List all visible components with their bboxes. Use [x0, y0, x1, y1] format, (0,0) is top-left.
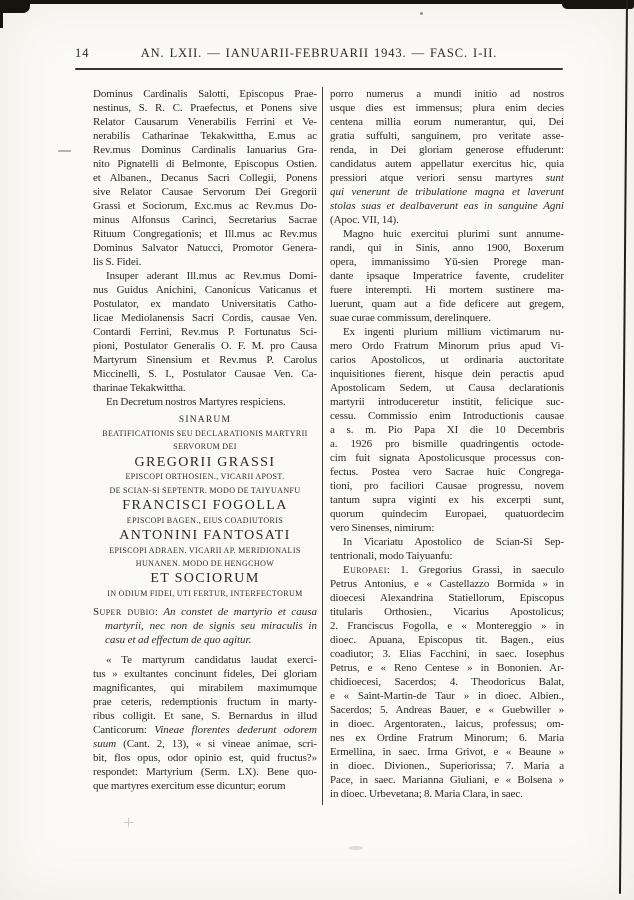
text-line: inquisitiones fierent, hisque dein peractis apud — [330, 368, 564, 380]
text-line: cim fuit signata Apostolicusque processus con- — [330, 452, 564, 464]
text-line: lis S. Fidei. — [93, 256, 142, 268]
text-line: martyrii introduceretur institit, felicique suc- — [330, 396, 564, 408]
heading-line: HUNANEN. MODO DE HENGCHOW — [135, 558, 275, 568]
text-line: a. 1926 pro bismille quadringentis octode- — [330, 438, 564, 450]
text-line: usque dies est immensus; plura enim decies — [330, 102, 564, 114]
text-line: sive Relator Causae Servorum Dei Gregorii — [93, 186, 317, 198]
text-line: magnificantes, qui mirabilem maximumque — [93, 682, 317, 695]
text-line: Petrus, e « Reno Centese » in Bononien. Ar- — [330, 662, 564, 674]
paragraph — [93, 653, 317, 793]
text-line: « Te martyrum candidatus laudat exerci- — [106, 654, 317, 667]
text-line: carios Apostolicos, ut ordinaria auctoritate — [330, 354, 564, 366]
heading-line: EPISCOPI ORTHOSIEN., VICARII APOST. — [125, 472, 285, 482]
text-line: Grassi et Sociorum, Exc.mus ac Rev.mus Do- — [93, 200, 317, 212]
text-line: nito Pignatelli di Belmonte, Episcopus Ostien. — [93, 158, 317, 170]
text-line: Dominus Cardinalis Salotti, Episcopus Prae- — [93, 88, 317, 100]
text-line: ribus colligit. Et sane, S. Bernardus in illud — [93, 710, 317, 723]
text-line: In Vicariatu Apostolico de Scian-Si Sep- — [343, 536, 564, 548]
paragraph — [330, 325, 564, 535]
text-line: Super dubio: An constet de martyrio et causa — [93, 606, 317, 619]
text-line: Ermellina, in saec. Irma Grivot, e « Beaune » — [330, 746, 564, 758]
text-line: qui venerunt de tribulatione magna et laverunt — [330, 186, 564, 198]
heading-line: FRANCISCI FOGOLLA — [122, 497, 288, 513]
paragraph — [330, 227, 564, 325]
text-line: Petrus Antonius, e « Castellazzo Bormida » in — [330, 578, 564, 590]
heading-line: EPISCOPI BAGEN., EIUS COADIUTORIS — [126, 515, 284, 525]
text-line: et Albanen., Decanus Sacri Collegii, Ponens — [93, 172, 317, 184]
text-line: mero Ordo Fratrum Minorum prius apud Vi- — [330, 340, 564, 352]
text-line: tentrionali, modo Taiyuanfu: — [330, 550, 453, 562]
text-line: nerabilis Catharinae Tekakwittha, E.mus ac — [93, 130, 317, 142]
text-line: renda, in Dei gloriam generose effuderunt: — [330, 144, 564, 156]
text-line: suum (Cant. 2, 13), « si vineae animae, scri- — [93, 738, 317, 751]
text-line: En Decretum nostros Martyres respiciens. — [106, 396, 286, 408]
scan-edge-right — [619, 0, 628, 894]
paragraph — [93, 395, 317, 409]
text-line: Europaei: 1. Gregorius Grassi, in saeculo — [343, 564, 564, 576]
text-line: Contardi Ferrini, Rev.mus P. Fortunatus Sci- — [93, 326, 317, 338]
text-line: bit, flos opus, odor opinio est, quid fructus?» — [93, 752, 317, 765]
text-line: in dioec. Argentoraten., laicus, professus; om- — [330, 718, 564, 730]
text-line: luerunt, quam aut a fide deficere aut gregem, — [330, 298, 564, 310]
text-line: porro numerus a mundi initio ad nostros — [330, 88, 564, 100]
text-line: licae Mediolanensis Sacri Cordis, causae Ven. — [93, 312, 317, 324]
text-line: prae ceteris, redemptionis fructum in marty- — [93, 696, 317, 709]
text-line: a s. m. Pio Papa XI die 10 Decembris — [330, 424, 564, 436]
text-line: tus » exultantes concinunt fideles, Dei gloriam — [93, 668, 317, 681]
right-column — [330, 87, 564, 801]
text-line: tantum supra viginti ex his excerpti sunt, — [330, 494, 564, 506]
text-line: Pace, in saec. Marianna Giuliani, e « Bolsena » — [330, 774, 564, 786]
heading-line: ET SOCIORUM — [150, 571, 260, 586]
text-line: centena millia eorum numerantur, qui, Dei — [330, 116, 564, 128]
text-line: martyrii, nec non de signis seu miraculis in — [105, 620, 317, 633]
text-line: Postulator, ex mandato Universitatis Catho- — [93, 298, 317, 310]
text-line: suae curae commissum, derelinquere. — [330, 312, 491, 324]
text-line: vero Sinenses, nimirum: — [330, 522, 435, 534]
text-line: dioec. Apuana, Episcopus tit. Bagen., eius — [330, 634, 564, 646]
paragraph — [93, 605, 317, 647]
text-line: Rev.mus Dominus Cardinalis Ianuarius Gra- — [93, 144, 317, 156]
scan-border-left — [0, 0, 3, 28]
heading-line: DE SCIAN-SI SEPTENTR. MODO DE TAIYUANFU — [109, 485, 301, 495]
text-line: tioni, pro faciliori Causae progressu, novem — [330, 480, 564, 492]
text-line: (Apoc. VII, 14). — [330, 214, 399, 226]
text-line: opera, immanissimo Yū-sien Prorege man- — [330, 256, 564, 268]
text-line: pressiori atque veriori sensu martyres sunt — [330, 172, 564, 184]
text-line: cessu. Commissio enim Introductionis causae — [330, 410, 564, 422]
paragraph — [93, 269, 317, 395]
text-line: que martyres exercitum esse dicuntur; eorum — [93, 780, 286, 793]
paragraph — [93, 87, 317, 269]
column-divider — [322, 87, 323, 805]
running-header — [75, 46, 563, 64]
text-line: fuere interempti. Hi mortem sustinere ma- — [330, 284, 564, 296]
text-line: in dioec. Divionen., Superiorissa; 7. Maria a — [330, 760, 564, 772]
header-rule — [75, 68, 563, 70]
text-line: Insuper aderant Ill.mus ac Rev.mus Domi- — [106, 270, 317, 282]
text-line: Canticorum: Vineae florentes dederunt odorem — [93, 724, 317, 737]
text-line: dioecesi Alexandrina Statiellorum, Episcopus — [330, 592, 564, 604]
heading-line: SERVORUM DEI — [173, 442, 237, 452]
text-line: Apostolicam Sedem, ut Causa declarationis — [330, 382, 564, 394]
text-line: titularis Orthosien., Vicarius Apostolicus; — [330, 606, 564, 618]
text-line: nestinus, S. R. C. Praefectus, et Ponens sive — [93, 102, 317, 114]
text-line: candidatus autem appellatur exercitus hic, quia — [330, 158, 564, 170]
text-line: 2. Franciscus Fogolla, e « Montereggio » in — [330, 620, 564, 632]
text-line: nes ex Ordine Fratrum Minorum; 6. Maria — [330, 732, 564, 744]
scan-mark-dash — [58, 150, 71, 152]
heading-line: ANTONINI FANTOSATI — [119, 527, 291, 543]
heading-line: BEATIFICATIONIS SEU DECLARATIONIS MARTYRII — [102, 429, 308, 438]
text-line: fectus. Postea vero Sacrae huic Congrega- — [330, 466, 564, 478]
heading-line: EPISCOPI ADRAEN. VICARII AP. MERIDIONALIS — [109, 545, 301, 555]
text-line: Miccinelli, S. I., Postulator Causae Ven. Ca- — [93, 368, 317, 380]
text-line: randi, qui in Sinis, anno 1900, Boxerum — [330, 242, 564, 254]
text-line: dante ipsaque Imperatrice favente, crudeliter — [330, 270, 564, 282]
paragraph — [330, 563, 564, 801]
scan-border-top — [0, 0, 634, 4]
text-line: in dioec. Urbevetana; 8. Maria Clara, in saec. — [330, 788, 523, 800]
heading-block — [93, 414, 317, 600]
text-line: tharinae Tekakwittha. — [93, 382, 186, 394]
text-line: Magno huic exercitui plurimi sunt annume- — [343, 228, 564, 240]
text-line: chidioecesi, Sacerdos; 4. Theodoricus Balat, — [330, 676, 564, 688]
scan-mark-smudge — [348, 846, 363, 850]
text-line: Martyrum Sinensium et Rev.mus P. Carolus — [93, 354, 317, 366]
text-line: pioni, Postulator Generalis O. F. M. pro Causa — [93, 340, 317, 352]
text-line: e « Saint-Martin-de Taur » in dioec. Albien., — [330, 690, 564, 702]
text-line: stolas suas et dealbaverunt eas in sanguine Agni — [330, 200, 564, 212]
text-line: coadiutor; 3. Elias Facchini, in saec. Iosephus — [330, 648, 564, 660]
left-column — [93, 87, 317, 793]
text-line: Ex ingenti plurium millium victimarum nu- — [343, 326, 564, 338]
text-line: Rituum Congregationis; et Ill.mus ac Rev.mus — [93, 228, 317, 240]
paragraph — [330, 87, 564, 227]
text-line: Dominus Salvator Natucci, Promotor Genera- — [93, 242, 317, 254]
heading-line: SINARUM — [178, 415, 232, 425]
text-line: Relator Causarum Venerabilis Ferrini et Ve- — [93, 116, 317, 128]
heading-line: GREGORII GRASSI — [134, 454, 276, 470]
paragraph — [330, 535, 564, 563]
scan-mark-dot — [420, 12, 423, 15]
text-line: gratia suffulti, sanguinem, pro veritate asse- — [330, 130, 564, 142]
text-line: casu et ad effectum de quo agitur. — [105, 634, 252, 647]
scan-mark-plus — [124, 818, 133, 827]
text-line: nus Guidus Anichini, Canonicus Vaticanus et — [93, 284, 317, 296]
text-line: minus Alfonsus Carinci, Secretarius Sacrae — [93, 214, 317, 226]
heading-line: IN ODIUM FIDEI, UTI FERTUR, INTERFECTORUM — [107, 588, 303, 598]
text-line: quorum quindecim Europaei, quatuordecim — [330, 508, 564, 520]
running-header-title: AN. LXII. — IANUARII-FEBRUARII 1943. — FASC. I-II. — [140, 46, 498, 60]
page-number: 14 — [75, 46, 90, 60]
text-line: Sacerdos; 5. Andreas Bauer, e « Guebwiller » — [330, 704, 564, 716]
text-line: respondet: Martyrium (Serm. LX). Bene quo- — [93, 766, 317, 779]
